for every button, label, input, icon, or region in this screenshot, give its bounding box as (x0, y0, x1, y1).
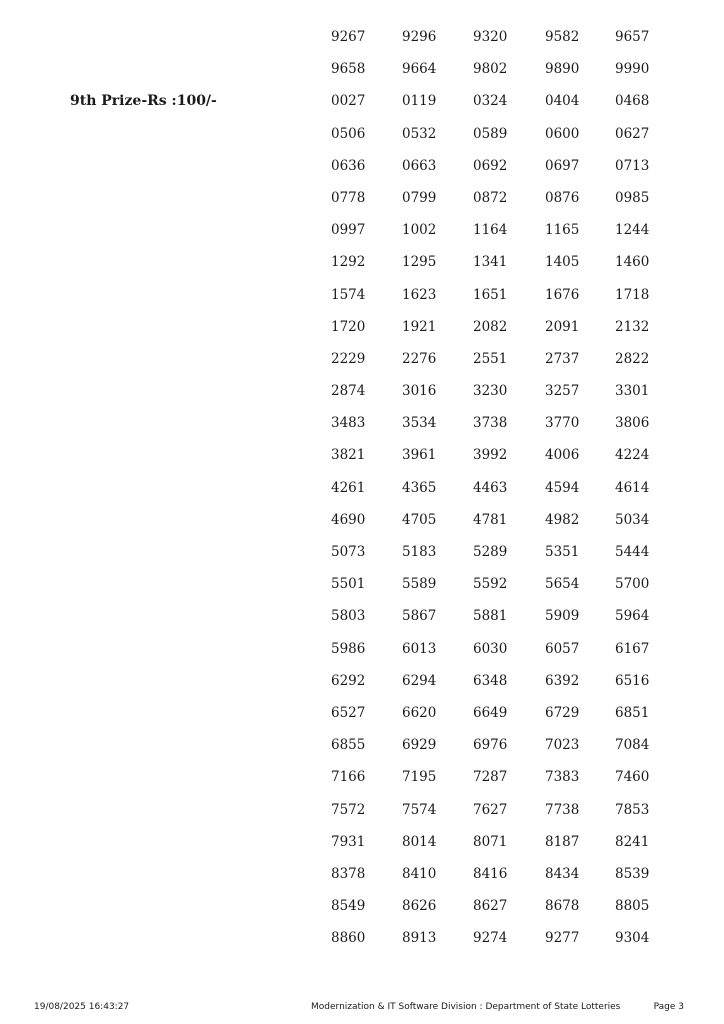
number-row (320, 668, 660, 700)
winning-number: 8539 (615, 865, 650, 882)
winning-number: 0663 (402, 157, 437, 174)
winning-number: 6392 (545, 672, 580, 689)
winning-number: 7853 (615, 801, 650, 818)
winning-number: 6516 (615, 672, 650, 689)
winning-number: 8434 (545, 865, 580, 882)
winning-number: 8913 (402, 930, 437, 947)
number-row (320, 24, 660, 56)
winning-number: 3483 (331, 415, 366, 432)
winning-number: 0778 (331, 189, 366, 206)
winning-number: 8678 (545, 898, 580, 915)
winning-number: 8626 (402, 898, 437, 915)
winning-number: 4224 (615, 447, 650, 464)
footer-datetime: 19/08/2025 16:43:27 (34, 1002, 130, 1012)
winning-number: 6167 (615, 640, 650, 657)
winning-number: 2132 (615, 318, 650, 335)
winning-number: 6929 (402, 737, 437, 754)
winning-number: 5986 (331, 640, 366, 657)
winning-number: 9296 (402, 29, 437, 45)
winning-number: 0589 (473, 125, 508, 142)
winning-number: 9657 (615, 29, 650, 45)
winning-number: 3806 (615, 415, 650, 432)
winning-number: 1718 (615, 286, 650, 303)
winning-number: 6294 (402, 672, 437, 689)
winning-number: 9582 (545, 29, 580, 45)
winning-number: 8627 (473, 898, 508, 915)
winning-number: 4006 (545, 447, 580, 464)
winning-number: 5881 (473, 608, 508, 625)
winning-number: 1002 (402, 222, 437, 239)
winning-number: 5589 (402, 576, 437, 593)
winning-number: 7931 (331, 833, 366, 850)
winning-number: 7738 (545, 801, 580, 818)
winning-number: 6057 (545, 640, 580, 657)
winning-number: 2229 (331, 350, 366, 367)
winning-number: 5034 (615, 511, 650, 528)
number-row (320, 797, 660, 829)
number-row (320, 507, 660, 539)
winning-number: 9274 (473, 930, 508, 947)
winning-number: 1460 (615, 254, 650, 271)
winning-number: 7084 (615, 737, 650, 754)
winning-number: 5964 (615, 608, 650, 625)
winning-number: 1921 (402, 318, 437, 335)
winning-number: 9990 (615, 61, 650, 78)
winning-number: 6729 (545, 704, 580, 721)
winning-number: 9890 (545, 61, 580, 78)
number-row (320, 153, 660, 185)
winning-number: 8805 (615, 898, 650, 915)
winning-number: 5183 (402, 544, 437, 560)
winning-number: 4705 (402, 511, 437, 528)
winning-number: 3301 (615, 383, 650, 400)
winning-number: 9802 (473, 61, 508, 78)
winning-number: 0985 (615, 189, 650, 206)
winning-number: 4365 (402, 479, 437, 496)
winning-number: 1341 (473, 254, 508, 271)
winning-number: 4614 (615, 479, 650, 496)
number-row (320, 732, 660, 764)
winning-number: 1295 (402, 254, 437, 271)
winning-number: 0324 (473, 93, 508, 110)
number-row (320, 217, 660, 249)
winning-number: 4690 (331, 511, 366, 528)
number-row (320, 636, 660, 668)
winning-number: 2276 (402, 350, 437, 367)
number-row (320, 700, 660, 732)
winning-number: 7460 (615, 769, 650, 786)
number-row (320, 121, 660, 153)
winning-number: 2737 (545, 350, 580, 367)
winning-number: 9658 (331, 61, 366, 78)
number-row (320, 475, 660, 507)
winning-number: 8549 (331, 898, 366, 915)
number-row (320, 185, 660, 217)
winning-number: 0506 (331, 125, 366, 142)
winning-number: 3230 (473, 383, 508, 400)
winning-number: 8410 (402, 865, 437, 882)
number-row (320, 346, 660, 378)
winning-number: 5289 (473, 544, 508, 560)
number-row (320, 410, 660, 442)
winning-number: 3992 (473, 447, 508, 464)
winning-number: 1405 (545, 254, 580, 271)
winning-number: 9267 (331, 29, 366, 45)
winning-number: 6013 (402, 640, 437, 657)
winning-number: 6855 (331, 737, 366, 754)
winning-number: 7195 (402, 769, 437, 786)
winning-number: 3016 (402, 383, 437, 400)
winning-number: 0532 (402, 125, 437, 142)
footer-page-number: Page 3 (653, 1002, 684, 1012)
winning-number: 7574 (402, 801, 437, 818)
winning-number: 9320 (473, 29, 508, 45)
winning-number: 5444 (615, 544, 650, 560)
winning-number: 2091 (545, 318, 580, 335)
winning-number: 2822 (615, 350, 650, 367)
winning-number: 4982 (545, 511, 580, 528)
winning-number: 5351 (545, 544, 580, 560)
winning-number: 6851 (615, 704, 650, 721)
winning-number: 1651 (473, 286, 508, 303)
number-row (320, 571, 660, 603)
winning-number: 2874 (331, 383, 366, 400)
winning-number: 7287 (473, 769, 508, 786)
winning-number: 0872 (473, 189, 508, 206)
page-footer (0, 1000, 724, 1014)
winning-number: 4261 (331, 479, 366, 496)
number-row (320, 861, 660, 893)
winning-number: 8071 (473, 833, 508, 850)
winning-number: 0404 (545, 93, 580, 110)
winning-number: 6527 (331, 704, 366, 721)
winning-number: 4463 (473, 479, 508, 496)
winning-number: 6348 (473, 672, 508, 689)
winning-number: 7572 (331, 801, 366, 818)
winning-number: 1292 (331, 254, 366, 271)
winning-number: 3534 (402, 415, 437, 432)
winning-number: 3257 (545, 383, 580, 400)
number-row (320, 829, 660, 861)
winning-number: 3770 (545, 415, 580, 432)
prize-heading: 9th Prize-Rs :100/- (70, 93, 217, 109)
winning-number: 0027 (331, 93, 366, 110)
winning-number: 5909 (545, 608, 580, 625)
winning-number: 5803 (331, 608, 366, 625)
winning-number: 5073 (331, 544, 366, 560)
winning-number: 6030 (473, 640, 508, 657)
winning-number: 9304 (615, 930, 650, 947)
winning-numbers-grid (320, 24, 660, 957)
number-row (320, 249, 660, 281)
number-row (320, 764, 660, 796)
winning-number: 8378 (331, 865, 366, 882)
number-row (320, 539, 660, 571)
winning-number: 8187 (545, 833, 580, 850)
winning-number: 6292 (331, 672, 366, 689)
winning-number: 5867 (402, 608, 437, 625)
winning-number: 2082 (473, 318, 508, 335)
number-row (320, 56, 660, 88)
number-row (320, 378, 660, 410)
number-row (320, 282, 660, 314)
winning-number: 1244 (615, 222, 650, 239)
number-row (320, 442, 660, 474)
footer-department: Modernization & IT Software Division : Department of State Lotteries (311, 1002, 621, 1012)
winning-number: 0876 (545, 189, 580, 206)
winning-number: 0713 (615, 157, 650, 174)
winning-number: 0697 (545, 157, 580, 174)
winning-number: 7627 (473, 801, 508, 818)
winning-number: 7023 (545, 737, 580, 754)
winning-number: 5592 (473, 576, 508, 593)
winning-number: 0692 (473, 157, 508, 174)
number-row (320, 893, 660, 925)
winning-number: 3961 (402, 447, 437, 464)
winning-number: 7166 (331, 769, 366, 786)
number-row (320, 314, 660, 346)
winning-number: 1720 (331, 318, 366, 335)
number-row (320, 88, 660, 120)
winning-number: 0997 (331, 222, 366, 239)
winning-number: 9664 (402, 61, 437, 78)
winning-number: 8860 (331, 930, 366, 947)
winning-number: 4594 (545, 479, 580, 496)
winning-number: 8416 (473, 865, 508, 882)
winning-number: 8014 (402, 833, 437, 850)
winning-number: 1165 (545, 222, 580, 239)
winning-number: 2551 (473, 350, 508, 367)
winning-number: 3821 (331, 447, 366, 464)
number-row (320, 603, 660, 635)
winning-number: 1164 (473, 222, 508, 239)
winning-number: 9277 (545, 930, 580, 947)
winning-number: 6620 (402, 704, 437, 721)
winning-number: 5501 (331, 576, 366, 593)
number-row (320, 925, 660, 957)
winning-number: 3738 (473, 415, 508, 432)
winning-number: 0600 (545, 125, 580, 142)
winning-number: 0627 (615, 125, 650, 142)
winning-number: 4781 (473, 511, 508, 528)
winning-number: 0799 (402, 189, 437, 206)
winning-number: 7383 (545, 769, 580, 786)
winning-number: 0636 (331, 157, 366, 174)
winning-number: 1676 (545, 286, 580, 303)
winning-number: 1623 (402, 286, 437, 303)
winning-number: 0468 (615, 93, 650, 110)
winning-number: 6649 (473, 704, 508, 721)
winning-number: 8241 (615, 833, 650, 850)
winning-number: 5654 (545, 576, 580, 593)
winning-number: 1574 (331, 286, 366, 303)
winning-number: 5700 (615, 576, 650, 593)
winning-number: 6976 (473, 737, 508, 754)
winning-number: 0119 (402, 93, 437, 110)
